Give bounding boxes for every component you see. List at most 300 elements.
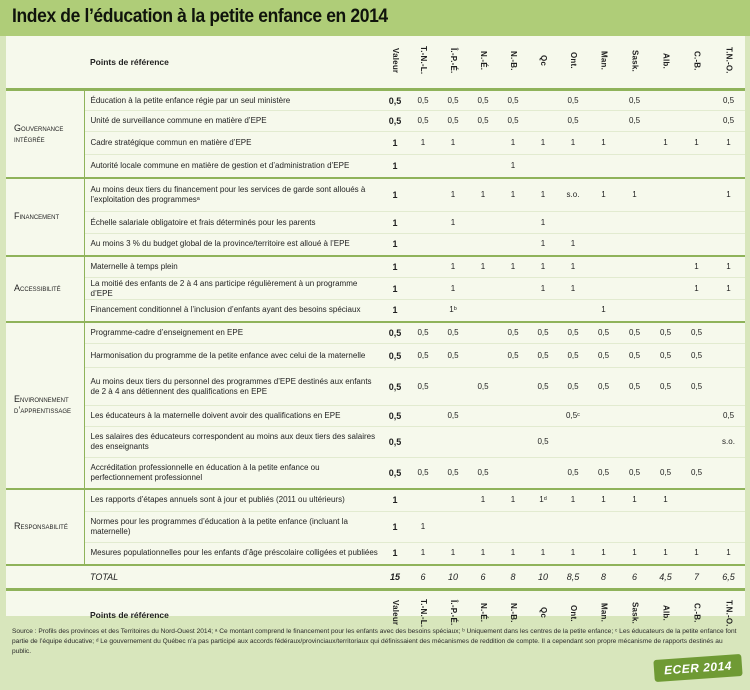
score-cell: 1 [558,543,588,565]
score-cell [498,278,528,300]
source-note: Source : Profils des provinces et des Territoires du Nord-Ouest 2014; ᵃ Ce montant comprend le financement pour les enfants avec des besoins spéciaux; ᵇ Uniquement dans les centres de la petite enfance; ᶜ Les éducateurs de la petite enfance font partie de l’équipe éducative; ᵈ Le gouvernement du Québec n’a pas participé aux accords fédéraux/provinciaux/territoriaux qui définissaient des mécanismes de reddition de compte. Il a cependant son propre mécanisme de rapports destinés au public. [12,628,737,655]
score-cell [712,234,745,256]
column-header-label: Qc [539,54,548,67]
score-cell [588,111,619,132]
score-cell [468,344,498,368]
score-cell [468,300,498,322]
score-cell [528,406,558,427]
category-label: Environnement d’apprentissage [6,322,84,489]
score-cell [408,278,438,300]
score-cell: 1 [438,256,468,278]
score-cell: 0,5 [408,90,438,111]
score-cell: 0,5 [619,344,650,368]
score-cell: 1 [712,543,745,565]
score-cell [468,406,498,427]
score-cell [619,406,650,427]
score-cell: 1 [438,212,468,234]
score-cell: 0,5 [498,344,528,368]
table-row [6,155,745,178]
table-row [6,256,745,278]
value-cell: 1 [382,278,408,300]
score-cell: 0,5 [558,111,588,132]
score-cell [650,212,681,234]
column-header-label: Man. [599,50,609,71]
score-cell: 0,5 [650,458,681,489]
score-cell [468,212,498,234]
score-cell: 1 [681,278,712,300]
column-header-label: Ont. [569,604,578,622]
score-cell: 1 [619,489,650,512]
score-cell: 1 [408,512,438,543]
score-cell: s.o. [558,178,588,212]
column-header [528,36,558,90]
score-cell: 1 [619,178,650,212]
score-cell [408,234,438,256]
score-cell [712,344,745,368]
score-cell [588,212,619,234]
score-cell [528,458,558,489]
score-cell: 0,5 [438,406,468,427]
column-header [681,36,712,90]
score-cell [558,512,588,543]
score-cell: 0,5ᶜ [558,406,588,427]
score-cell [558,155,588,178]
column-header-label: Alb. [661,605,671,621]
score-cell: 1 [528,543,558,565]
criterion-label: Au moins deux tiers du financement pour les services de garde sont alloués à l’exploitation des programmesᵃ [84,178,382,212]
score-cell [468,234,498,256]
score-cell: 1 [438,278,468,300]
total-score-cell: 6 [480,571,486,582]
value-cell: 0,5 [382,90,408,111]
score-cell [498,427,528,458]
criterion-label: Mesures populationnelles pour les enfants d’âge préscolaire colligées et publiées [84,543,382,565]
score-cell: 1 [558,234,588,256]
score-cell [681,178,712,212]
score-cell [650,427,681,458]
score-cell [498,368,528,406]
score-cell [619,212,650,234]
score-cell [681,90,712,111]
score-cell: 1 [681,543,712,565]
column-header-label: Valeur [391,47,400,74]
score-cell [619,132,650,155]
score-cell [619,427,650,458]
criterion-label: Au moins deux tiers du personnel des programmes d’EPE destinés aux enfants de 2 à 4 ans détiennent des qualifications en EPE [84,368,382,406]
header-row [6,36,745,90]
score-cell: 0,5 [588,368,619,406]
score-cell [408,489,438,512]
score-cell: 0,5 [650,344,681,368]
score-cell: 1 [528,256,558,278]
total-score-cell: 4,5 [659,571,672,582]
table-row [6,178,745,212]
value-cell: 1 [382,132,408,155]
score-cell: 0,5 [438,344,468,368]
table-row [6,427,745,458]
column-header-label: Alb. [661,52,671,69]
score-cell [681,489,712,512]
score-cell: 1 [712,256,745,278]
score-cell [712,300,745,322]
reference-points-heading: Points de référence [90,609,169,620]
score-cell [558,300,588,322]
score-cell: 0,5 [558,458,588,489]
ecer-badge [653,654,742,682]
score-cell [650,90,681,111]
score-cell: 0,5 [408,344,438,368]
score-cell: 1 [588,132,619,155]
score-cell [712,155,745,178]
criterion-label: Harmonisation du programme de la petite enfance avec celui de la maternelle [84,344,382,368]
score-cell: s.o. [712,427,745,458]
value-cell: 1 [382,256,408,278]
score-cell [650,512,681,543]
column-header [408,36,438,90]
score-cell [712,322,745,344]
score-cell [408,300,438,322]
column-header-label: Man. [599,603,609,623]
score-cell: 0,5 [558,322,588,344]
score-cell: 1 [588,543,619,565]
column-header-label: Sask. [630,49,640,72]
table-row [6,489,745,512]
value-cell: 1 [382,155,408,178]
index-table [6,36,745,639]
score-cell: 0,5 [712,90,745,111]
score-cell [650,406,681,427]
score-cell [619,234,650,256]
total-score-cell: 10 [447,571,458,582]
score-cell: 1 [558,132,588,155]
score-cell: 1 [468,256,498,278]
score-cell: 0,5 [528,427,558,458]
criterion-label: Les salaires des éducateurs correspondent au moins aux deux tiers des salaires des enseignants [84,427,382,458]
score-cell [528,300,558,322]
score-cell [468,427,498,458]
value-cell: 0,5 [382,322,408,344]
score-cell: 1 [588,489,619,512]
score-cell [712,458,745,489]
value-cell: 1 [382,543,408,565]
score-cell [619,300,650,322]
score-cell [588,155,619,178]
score-cell [588,406,619,427]
score-cell: 0,5 [468,90,498,111]
score-cell [650,111,681,132]
column-header-label: T.N.-O. [724,599,734,627]
score-cell [438,155,468,178]
column-header-label: Î.-P.-É. [449,47,458,74]
total-score-cell: 10 [537,571,548,582]
score-cell: 0,5 [650,322,681,344]
score-cell: 1 [712,278,745,300]
score-cell: 0,5 [712,406,745,427]
total-score-cell: 6,5 [722,571,735,582]
table-row [6,406,745,427]
score-cell: 0,5 [468,368,498,406]
score-cell [588,234,619,256]
score-cell: 0,5 [681,344,712,368]
criterion-label: Normes pour les programmes d’éducation à la petite enfance (incluant la maternelle) [84,512,382,543]
score-cell: 0,5 [558,90,588,111]
score-cell: 1 [558,489,588,512]
score-cell: 0,5 [619,322,650,344]
score-cell: 0,5 [619,368,650,406]
score-cell [498,300,528,322]
score-cell: 1 [408,543,438,565]
score-cell [619,256,650,278]
criterion-label: Les éducateurs à la maternelle doivent avoir des qualifications en EPE [84,406,382,427]
score-cell [619,278,650,300]
value-cell: 0,5 [382,427,408,458]
score-cell: 0,5 [438,90,468,111]
score-cell [712,212,745,234]
page-title: Index de l’éducation à la petite enfance en 2014 [12,6,388,27]
score-cell [528,512,558,543]
category-label: Financement [6,178,84,256]
criterion-label: Au moins 3 % du budget global de la province/territoire est alloué à l’EPE [84,234,382,256]
value-cell: 0,5 [382,111,408,132]
score-cell [468,322,498,344]
score-cell: 0,5 [408,322,438,344]
score-cell [681,155,712,178]
criterion-label: Les rapports d’étapes annuels sont à jour et publiés (2011 ou ultérieurs) [84,489,382,512]
score-cell [588,427,619,458]
score-cell: 0,5 [588,322,619,344]
criterion-label: Éducation à la petite enfance régie par un seul ministère [84,90,382,111]
column-header-label: Ont. [569,52,578,69]
score-cell: 0,5 [619,458,650,489]
score-cell: 1 [528,132,558,155]
column-header-label: T.-N.-L. [419,598,428,628]
table-row [6,132,745,155]
score-cell [408,427,438,458]
total-score-cell: 8 [600,571,606,582]
column-header-label: T.-N.-L. [419,46,428,75]
score-cell [650,155,681,178]
score-cell: 1 [619,543,650,565]
table-row [6,458,745,489]
score-cell [650,234,681,256]
score-cell [681,111,712,132]
score-cell [619,512,650,543]
reference-points-heading: Points de référence [90,57,169,67]
score-cell: 1 [498,543,528,565]
table-row [6,543,745,565]
score-cell: 0,5 [438,458,468,489]
table-row [6,300,745,322]
total-score-cell: 8 [510,571,516,582]
column-header [382,36,408,90]
score-cell [528,155,558,178]
score-cell [498,458,528,489]
score-cell: 1 [498,256,528,278]
column-header [468,36,498,90]
column-header-label: N.-É. [479,603,488,623]
score-cell [681,234,712,256]
total-row [6,565,745,590]
score-cell: 1 [528,278,558,300]
score-cell [650,300,681,322]
value-cell: 1 [382,212,408,234]
value-cell: 1 [382,512,408,543]
score-cell: 0,5 [408,111,438,132]
score-cell [588,278,619,300]
score-cell [528,90,558,111]
column-header-label: C.-B. [692,50,702,71]
column-header [498,36,528,90]
score-cell: 1 [650,489,681,512]
score-cell [498,212,528,234]
column-header-label: Sask. [630,602,640,624]
column-header-label: Valeur [391,600,400,626]
score-cell: 1 [558,256,588,278]
table-row [6,212,745,234]
score-cell: 0,5 [588,344,619,368]
score-cell: 0,5 [619,111,650,132]
score-cell [498,234,528,256]
total-score-cell: 7 [693,571,699,582]
category-label: Gouvernance intégrée [6,90,84,178]
column-header-label: T.N.-O. [724,47,734,74]
score-cell [438,489,468,512]
score-cell [681,406,712,427]
criterion-label: Accréditation professionnelle en éducation à la petite enfance ou perfectionnement professionnel [84,458,382,489]
score-cell [528,111,558,132]
score-cell: 1 [438,178,468,212]
score-cell: 0,5 [712,111,745,132]
total-spacer [6,565,84,590]
score-cell [408,212,438,234]
category-label: Accessibilité [6,256,84,322]
table-row [6,90,745,111]
criterion-label: La moitié des enfants de 2 à 4 ans participe régulièrement à un programme d’EPE [84,278,382,300]
column-header-label: N.-É. [479,50,488,71]
score-cell [588,90,619,111]
table-row [6,322,745,344]
score-cell: 0,5 [558,344,588,368]
score-cell [712,489,745,512]
total-value-cell: 15 [389,571,400,582]
score-cell: 1 [588,300,619,322]
criterion-label: Unité de surveillance commune en matière d’EPE [84,111,382,132]
score-cell: 1 [528,234,558,256]
criterion-label: Maternelle à temps plein [84,256,382,278]
score-cell: 1ᵈ [528,489,558,512]
score-cell: 1 [712,132,745,155]
score-cell: 1 [468,543,498,565]
score-cell [498,406,528,427]
score-cell [468,132,498,155]
score-cell: 0,5 [498,111,528,132]
score-cell [408,155,438,178]
value-cell: 1 [382,178,408,212]
score-cell [408,256,438,278]
value-cell: 1 [382,300,408,322]
category-label: Responsabilité [6,489,84,565]
value-cell: 0,5 [382,458,408,489]
score-cell: 0,5 [558,368,588,406]
score-cell [438,427,468,458]
score-cell: 0,5 [528,368,558,406]
score-cell: 0,5 [468,111,498,132]
value-cell: 0,5 [382,406,408,427]
header-spacer [6,36,84,90]
value-cell: 1 [382,234,408,256]
score-cell [438,512,468,543]
score-cell: 1ᵇ [438,300,468,322]
score-cell: 1 [650,132,681,155]
score-cell [588,512,619,543]
score-cell [681,512,712,543]
value-cell: 1 [382,489,408,512]
criterion-label: Financement conditionnel à l’inclusion d’enfants ayant des besoins spéciaux [84,300,382,322]
table-row [6,344,745,368]
score-cell: 1 [681,256,712,278]
column-header-label: Î.-P.-É. [449,600,458,626]
score-cell [438,368,468,406]
score-cell: 1 [681,132,712,155]
ecer-badge-text: ECER 2014 [663,658,733,678]
column-header-label: C.-B. [692,603,702,623]
score-cell [498,512,528,543]
score-cell: 1 [528,212,558,234]
score-cell: 0,5 [528,344,558,368]
table-row [6,234,745,256]
score-cell: 0,5 [681,458,712,489]
score-cell: 0,5 [438,322,468,344]
score-cell: 1 [498,155,528,178]
score-cell: 1 [650,543,681,565]
score-cell: 1 [468,178,498,212]
table-row [6,278,745,300]
score-cell [558,427,588,458]
criterion-label: Cadre stratégique commun en matière d’EPE [84,132,382,155]
score-cell: 1 [558,278,588,300]
score-cell: 0,5 [528,322,558,344]
score-cell: 1 [498,132,528,155]
score-cell: 1 [498,178,528,212]
score-cell: 1 [712,178,745,212]
total-label: TOTAL [90,571,119,582]
column-header [650,36,681,90]
column-header [438,36,468,90]
score-cell [438,234,468,256]
score-cell [588,256,619,278]
column-header [558,36,588,90]
score-cell [468,512,498,543]
column-header-label: N.-B. [509,50,518,71]
score-cell [468,278,498,300]
score-cell: 0,5 [498,322,528,344]
score-cell [558,212,588,234]
score-cell [681,212,712,234]
score-cell [681,300,712,322]
column-header [619,36,650,90]
score-cell: 0,5 [498,90,528,111]
column-header-label: N.-B. [509,603,518,623]
score-cell: 1 [438,543,468,565]
table-row [6,368,745,406]
column-header-label: Qc [539,607,548,619]
score-cell: 1 [468,489,498,512]
score-cell: 0,5 [408,368,438,406]
total-score-cell: 6 [631,571,637,582]
criterion-label: Autorité locale commune en matière de gestion et d’administration d’EPE [84,155,382,178]
score-cell: 1 [408,132,438,155]
score-cell: 0,5 [650,368,681,406]
